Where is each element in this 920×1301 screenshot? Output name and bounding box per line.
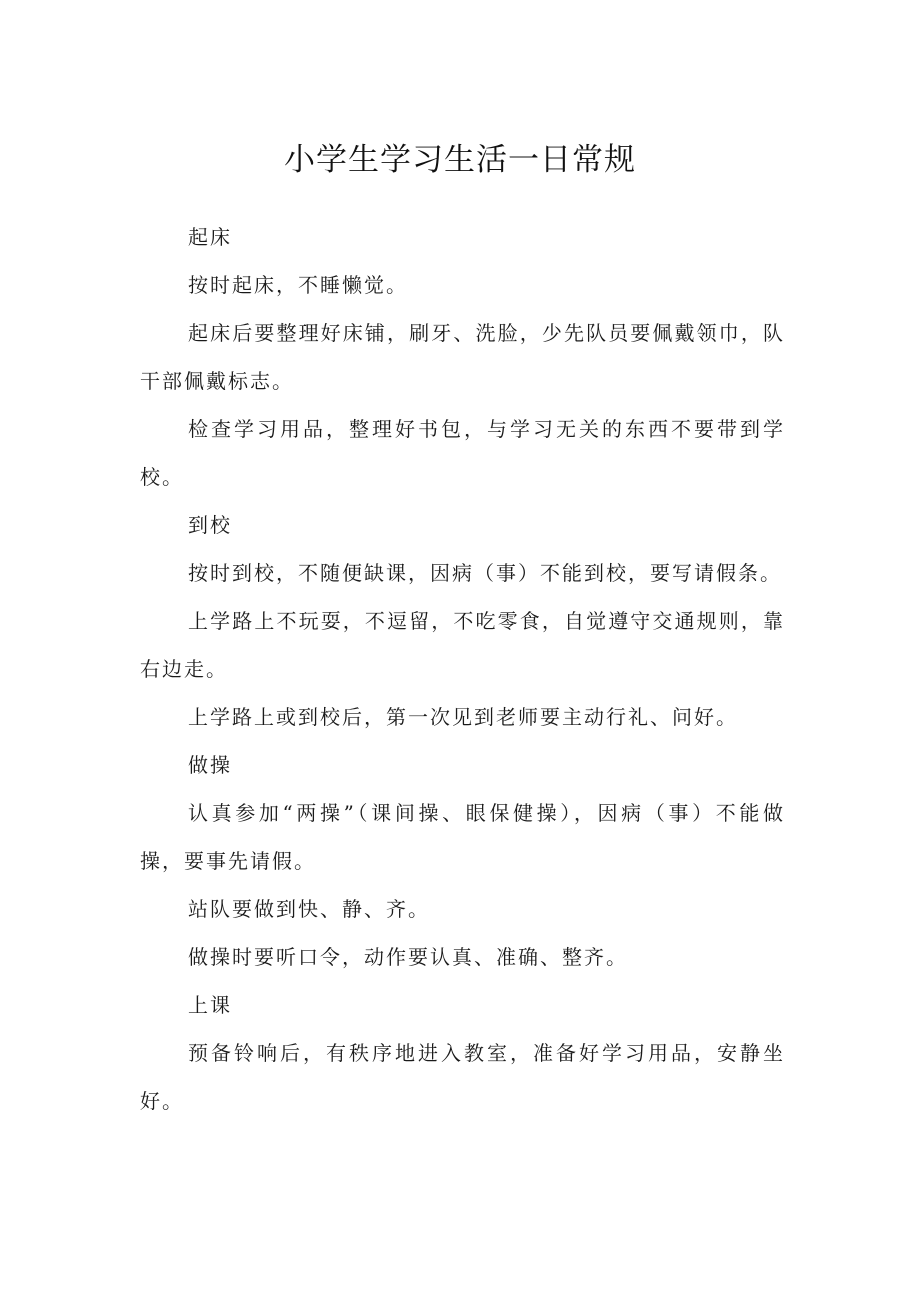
paragraph: 上学路上不玩耍，不逗留，不吃零食，自觉遵守交通规则，靠右边走。: [140, 609, 785, 681]
paragraph: 上学路上或到校后，第一次见到老师要主动行礼、问好。: [188, 705, 738, 729]
paragraph: 做操时要听口令，动作要认真、准确、整齐。: [188, 945, 628, 969]
section-heading: 做操: [188, 753, 232, 777]
section-heading: 上课: [188, 993, 232, 1017]
section-heading: 起床: [188, 225, 232, 249]
paragraph: 起床后要整理好床铺，刷牙、洗脸，少先队员要佩戴领巾，队干部佩戴标志。: [140, 321, 785, 393]
paragraph: 按时起床，不睡懒觉。: [188, 273, 408, 297]
paragraph: 认真参加“两操”（课间操、眼保健操），因病（事）不能做操，要事先请假。: [140, 801, 785, 873]
section-heading: 到校: [188, 513, 232, 537]
document-body: [140, 213, 785, 1125]
page-title: 小学生学习生活一日常规: [284, 142, 636, 178]
paragraph: 站队要做到快、静、齐。: [188, 897, 430, 921]
paragraph: 按时到校，不随便缺课，因病（事）不能到校，要写请假条。: [188, 561, 782, 585]
paragraph: 检查学习用品，整理好书包，与学习无关的东西不要带到学校。: [140, 417, 785, 489]
paragraph: 预备铃响后，有秩序地进入教室，准备好学习用品，安静坐好。: [140, 1041, 785, 1113]
